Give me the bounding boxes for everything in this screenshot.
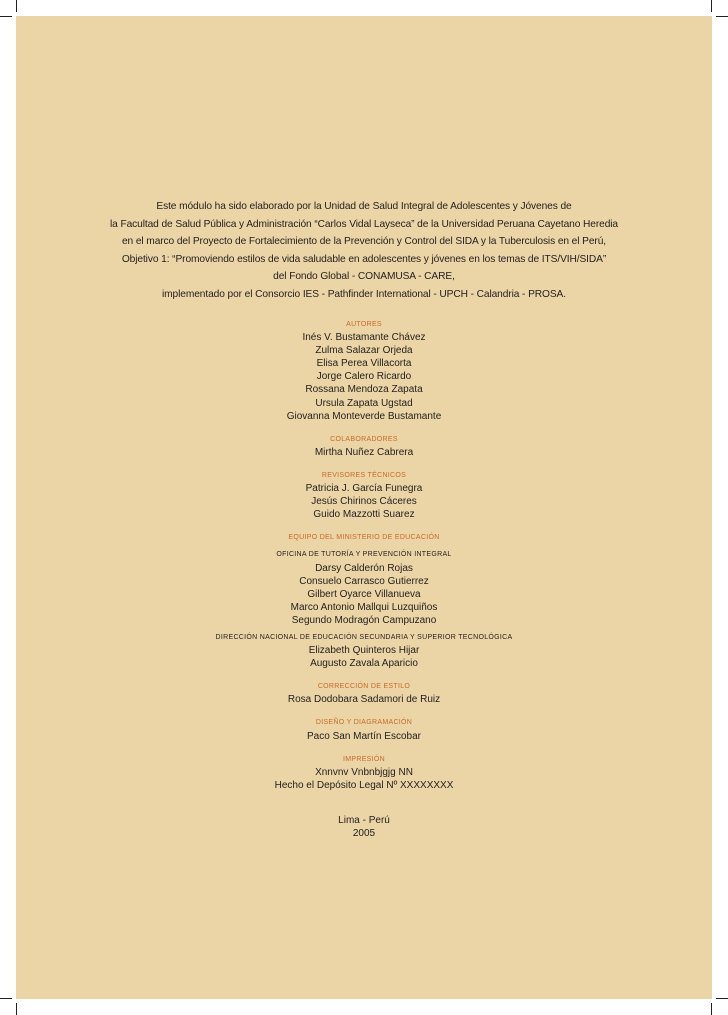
team-member-name: Elizabeth Quinteros Hijar: [308, 645, 420, 657]
team-member-name: Gilbert Oyarce Villanueva: [307, 588, 421, 600]
team-member-name: Augusto Zavala Aparicio: [310, 658, 418, 670]
publication-place: Lima - Perú: [338, 814, 390, 826]
section-heading-revisores: REVISORES TÉCNICOS: [321, 471, 407, 479]
author-name: Rossana Mendoza Zapata: [305, 384, 423, 396]
crop-mark: [716, 998, 728, 999]
printer-name: Xnnvnv Vnbnbjgjg NN: [315, 766, 413, 778]
crop-mark: [711, 1003, 712, 1015]
team-member-name: Segundo Modragón Campuzano: [291, 614, 437, 626]
crop-mark: [0, 16, 12, 17]
publication-year: 2005: [352, 828, 376, 839]
author-name: Jorge Calero Ricardo: [316, 371, 412, 383]
section-heading-correccion: CORRECCIÓN DE ESTILO: [317, 683, 411, 691]
team-member-name: Marco Antonio Mallqui Luzquiños: [290, 601, 438, 613]
intro-line: implementado por el Consorcio IES - Pathfinder International - UPCH - Calandria - PROSA.: [162, 288, 566, 300]
intro-line: la Facultad de Salud Pública y Administración “Carlos Vidal Layseca” de la Universidad Peruana Cayetano Heredia: [110, 218, 618, 230]
author-name: Inés V. Bustamante Chávez: [302, 332, 426, 344]
credits: [16, 318, 712, 840]
reviewer-name: Jesús Chirinos Cáceres: [311, 496, 417, 508]
author-name: Ursula Zapata Ugstad: [315, 397, 413, 409]
collaborator-name: Mirtha Nuñez Cabrera: [314, 446, 414, 458]
section-heading-autores: AUTORES: [346, 321, 382, 328]
reviewer-name: Guido Mazzotti Suarez: [313, 509, 415, 521]
author-name: Elisa Perea Villacorta: [316, 358, 412, 370]
crop-mark: [711, 0, 712, 12]
intro-line: Objetivo 1: “Promoviendo estilos de vida saludable en adolescentes y jóvenes en los temas de ITS/VIH/SIDA”: [121, 253, 607, 265]
author-name: Zulma Salazar Orjeda: [315, 345, 413, 357]
section-heading-colaboradores: COLABORADORES: [330, 435, 398, 443]
author-name: Giovanna Monteverde Bustamante: [286, 410, 442, 422]
intro-line: en el marco del Proyecto de Fortalecimiento de la Prevención y Control del SIDA y la Tuberculosis en el Perú,: [121, 236, 606, 248]
section-heading-diseno: DISEÑO Y DIAGRAMACIÓN: [315, 719, 413, 727]
intro-line: del Fondo Global - CONAMUSA - CARE,: [273, 271, 455, 283]
editor-name: Rosa Dodobara Sadamori de Ruiz: [287, 694, 441, 706]
reviewer-name: Patricia J. García Funegra: [305, 483, 423, 495]
legal-deposit: Hecho el Depósito Legal Nº XXXXXXXX: [274, 779, 454, 791]
designer-name: Paco San Martín Escobar: [307, 730, 421, 742]
subheading-oficina: OFICINA DE TUTORÍA Y PREVENCIÓN INTEGRAL: [276, 551, 452, 559]
subheading-direccion: DIRECCIÓN NACIONAL DE EDUCACIÓN SECUNDARIA Y SUPERIOR TECNOLÓGICA: [215, 633, 513, 641]
section-heading-equipo: EQUIPO DEL MINISTERIO DE EDUCACIÓN: [288, 534, 440, 542]
crop-mark: [716, 16, 728, 17]
crop-mark: [16, 1003, 17, 1015]
crop-mark: [16, 0, 17, 12]
intro-line: Este módulo ha sido elaborado por la Unidad de Salud Integral de Adolescentes y Jóvenes de: [156, 201, 572, 212]
intro-paragraph: [16, 198, 712, 304]
team-member-name: Consuelo Carrasco Gutierrez: [299, 575, 429, 587]
team-member-name: Darsy Calderón Rojas: [315, 562, 413, 574]
section-heading-impresion: IMPRESIÓN: [343, 755, 385, 763]
crop-mark: [0, 998, 12, 999]
